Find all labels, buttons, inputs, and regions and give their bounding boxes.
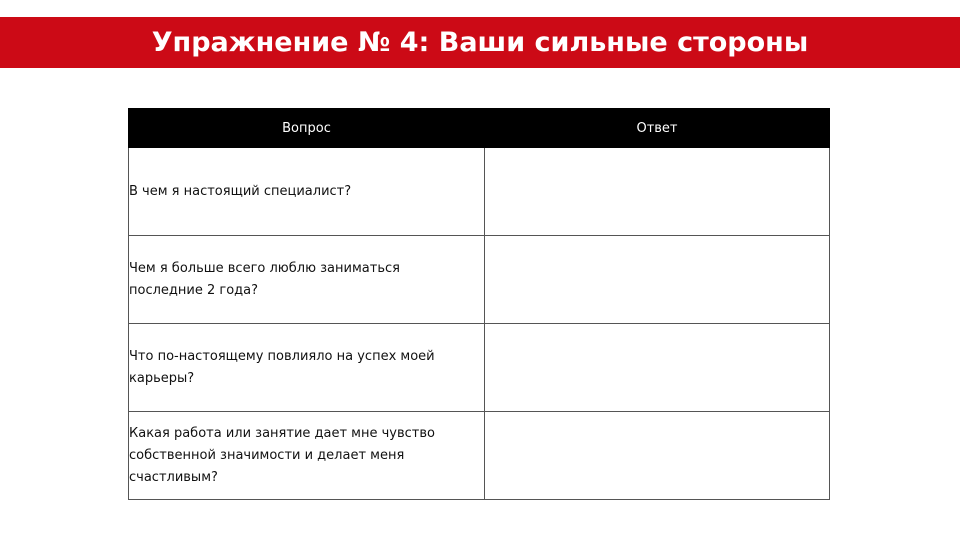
header-answer: Ответ bbox=[485, 109, 830, 148]
answer-cell bbox=[485, 324, 830, 412]
table-row bbox=[129, 236, 830, 324]
table-header-row bbox=[129, 109, 830, 148]
table-row bbox=[129, 412, 830, 500]
table-row bbox=[129, 324, 830, 412]
question-cell: В чем я настоящий специалист? bbox=[129, 148, 485, 236]
answer-cell bbox=[485, 236, 830, 324]
exercise-table bbox=[128, 108, 830, 500]
title-bar bbox=[0, 17, 960, 68]
header-question: Вопрос bbox=[129, 109, 485, 148]
answer-cell bbox=[485, 412, 830, 500]
question-cell: Чем я больше всего люблю заниматься последние 2 года? bbox=[129, 236, 485, 324]
question-cell: Что по-настоящему повлияло на успех моей карьеры? bbox=[129, 324, 485, 412]
slide-title: Упражнение № 4: Ваши сильные стороны bbox=[151, 27, 809, 58]
table-row bbox=[129, 148, 830, 236]
answer-cell bbox=[485, 148, 830, 236]
question-cell: Какая работа или занятие дает мне чувство собственной значимости и делает меня счастливым? bbox=[129, 412, 485, 500]
